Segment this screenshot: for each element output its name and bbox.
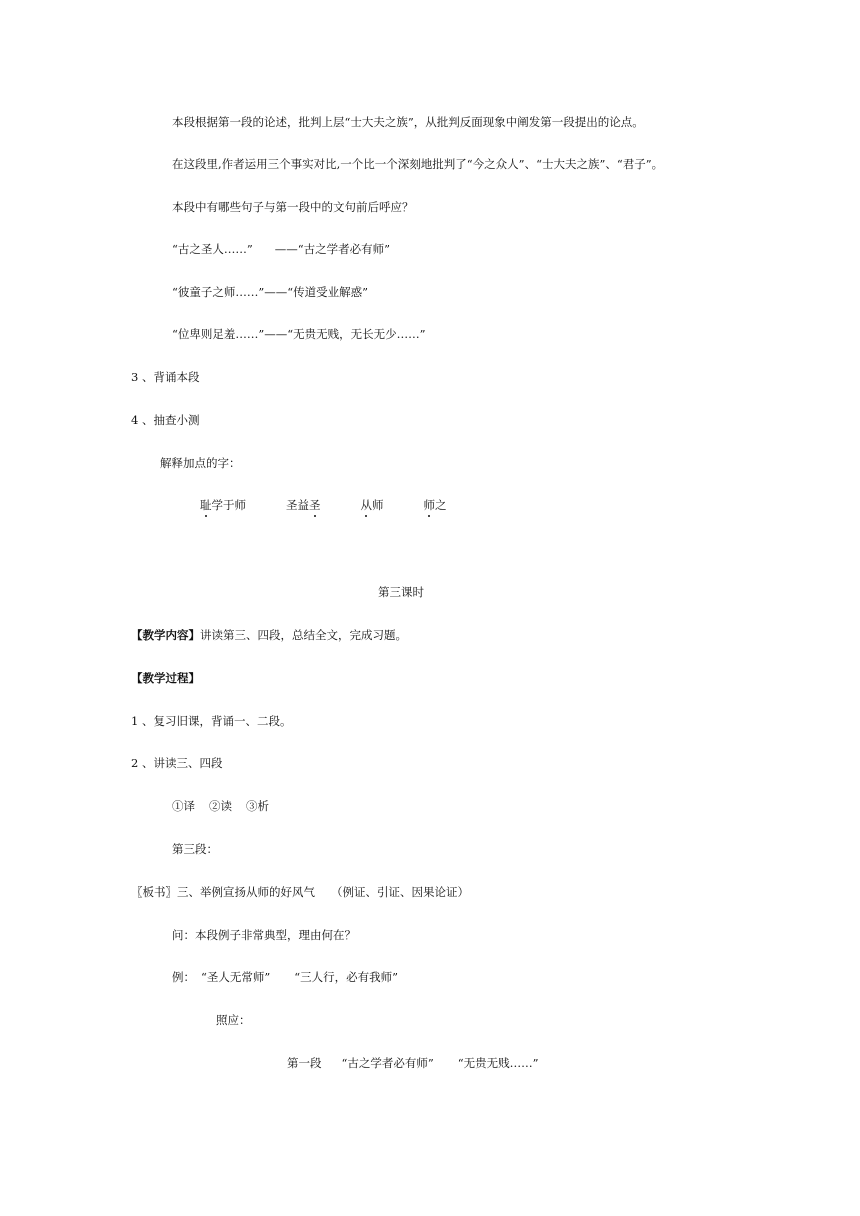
step-review: 1 、复习旧课，背诵一、二段。 (131, 714, 292, 728)
methods-row (172, 798, 269, 814)
dotted-word-2: 圣益圣 (286, 498, 321, 512)
method-analyze: ③析 (246, 799, 269, 813)
paragraph-contrast: 在这段里,作者运用三个事实对比,一个比一个深刻地批判了“今之众人”、“士大夫之族”、“君子”。 (172, 157, 664, 171)
dotted-word-1: 耻学于师 (200, 498, 246, 512)
paragraph-summary: 本段根据第一段的论述，批判上层“士大夫之族”，从批判反面现象中阐发第一段提出的论点。 (172, 115, 644, 129)
paragraph-question: 本段中有哪些句子与第一段中的文句前后呼应？ (172, 200, 414, 214)
list-item-recite: 3 、背诵本段 (131, 370, 200, 384)
question-line: 问：本段例子非常典型，理由何在？ (172, 928, 356, 942)
dotted-words-row (200, 497, 447, 513)
emphasis-dot-char: 耻 (200, 498, 212, 512)
echo-line-3 (172, 326, 426, 342)
echo-right: ——“无贵无贱，无长无少……” (264, 327, 426, 341)
step-read: 2 、讲读三、四段 (131, 756, 223, 770)
first-paragraph-line (287, 1055, 539, 1071)
echo-left: “古之圣人……” (172, 242, 253, 256)
lesson-title: 第三课时 (378, 585, 424, 599)
teaching-content (131, 627, 407, 643)
echo-right: ——“古之学者必有师” (274, 242, 391, 256)
teaching-content-text: 讲读第三、四段，总结全文，完成习题。 (200, 628, 407, 642)
dotted-word-4: 师之 (423, 498, 447, 512)
method-translate: ①译 (172, 799, 195, 813)
teaching-content-label: 【教学内容】 (131, 628, 200, 642)
dotted-word-3: 从师 (360, 498, 384, 512)
example-quote-2: “三人行，必有我师” (294, 970, 399, 984)
board-note: （例证、引证、因果论证） (331, 885, 469, 899)
echo-label: 照应： (216, 1013, 251, 1027)
emphasis-dot-char: 圣 (309, 498, 321, 512)
echo-left: “彼童子之师……” (172, 285, 265, 299)
emphasis-dot-char: 从 (360, 498, 372, 512)
example-line (172, 969, 398, 985)
example-label: 例： (172, 970, 195, 984)
explain-label: 解释加点的字： (160, 456, 241, 470)
first-quote-2: “无贵无贱……” (457, 1056, 539, 1070)
board-label: 〖板书〗 (131, 885, 177, 899)
example-quote-1: “圣人无常师” (201, 970, 271, 984)
echo-line-1 (172, 241, 390, 257)
board-text: 三、举例宣扬从师的好风气 (177, 885, 315, 899)
list-item-quiz: 4 、抽查小测 (131, 413, 200, 427)
method-read: ②读 (209, 799, 232, 813)
echo-left: “位卑则足羞……” (172, 327, 265, 341)
echo-right: ——“传道受业解惑” (264, 285, 369, 299)
emphasis-dot-char: 师 (423, 498, 435, 512)
board-line (131, 884, 469, 900)
first-paragraph-label: 第一段 (287, 1056, 322, 1070)
teaching-process-label: 【教学过程】 (131, 671, 200, 685)
first-quote-1: “古之学者必有师” (341, 1056, 434, 1070)
echo-line-2 (172, 284, 368, 300)
section-label-third: 第三段： (172, 842, 218, 856)
